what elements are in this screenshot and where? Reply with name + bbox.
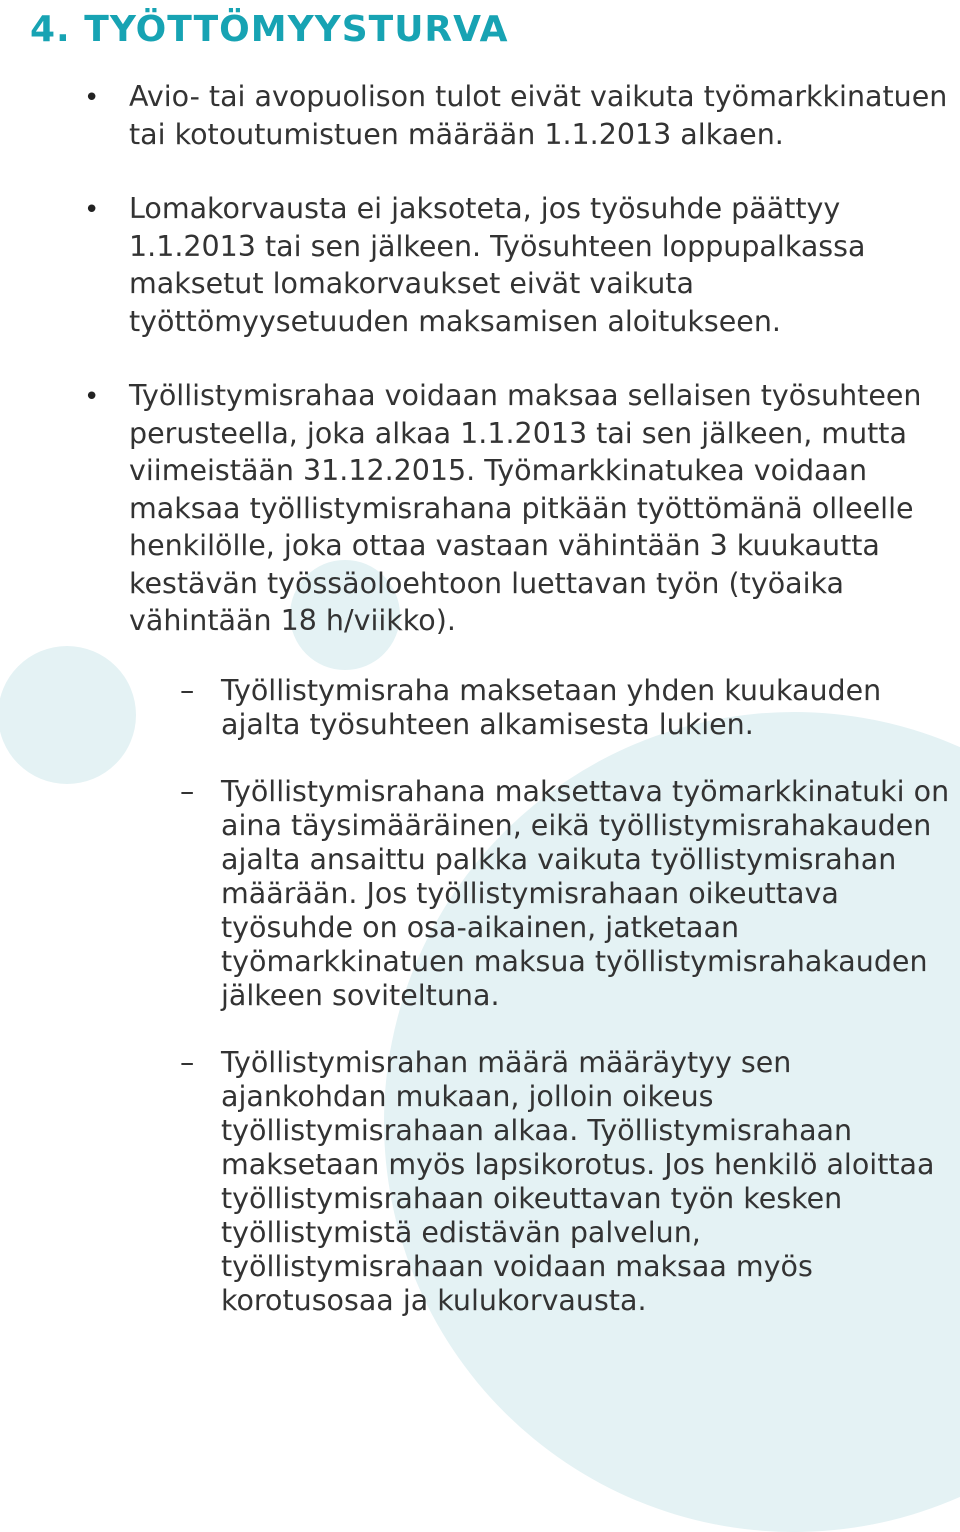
bullet-icon: •: [84, 195, 100, 225]
bullet-item: [80, 377, 950, 640]
sub-item: [180, 775, 950, 1013]
dash-icon: –: [180, 674, 195, 707]
sub-item-text: Työllistymisrahana maksettava työmarkkinatuki on aina täysimääräinen, eikä työllistymisrahakauden ajalta ansaittu palkka vaikuta työllistymisrahan määrään. Jos työllistymisrahaan oikeuttava työsuhde on osa-aikainen, jatketaan työmarkkinatuen maksua työllistymisrahakauden jälkeen soviteltuna.: [221, 775, 950, 1012]
sub-item-text: Työllistymisrahan määrä määräytyy sen ajankohdan mukaan, jolloin oikeus työllistymisrahaan alkaa. Työllistymisrahaan maksetaan myös lapsikorotus. Jos henkilö aloittaa työllistymisrahaan oikeuttavan työn kesken työllistymistä edistävän palvelun, työllistymisrahaan voidaan maksaa myös korotusosaa ja kulukorvausta.: [221, 1046, 935, 1317]
sub-item: [180, 674, 950, 742]
bullet-icon: •: [84, 83, 100, 113]
sub-item-text: Työllistymisraha maksetaan yhden kuukauden ajalta työsuhteen alkamisesta lukien.: [221, 674, 882, 741]
bullet-list: [80, 78, 950, 677]
sub-item-list: [180, 674, 950, 1351]
dash-icon: –: [180, 775, 195, 808]
bullet-text: Lomakorvausta ei jaksoteta, jos työsuhde päättyy 1.1.2013 tai sen jälkeen. Työsuhteen loppupalkassa maksetut lomakorvaukset eivät vaikuta työttömyysetuuden maksamisen aloitukseen.: [129, 192, 866, 338]
bullet-text: Työllistymisrahaa voidaan maksaa sellaisen työsuhteen perusteella, joka alkaa 1.1.2013 tai sen jälkeen, mutta viimeistään 31.12.2015. Työmarkkinatukea voidaan maksaa työllistymisrahana pitkään työttömänä olleelle henkilölle, joka ottaa vastaan vähintään 3 kuukautta kestävän työssäoloehtoon luettavan työn (työaika vähintään 18 h/viikko).: [129, 379, 922, 637]
dash-icon: –: [180, 1046, 195, 1079]
bullet-text: Avio- tai avopuolison tulot eivät vaikuta työmarkkinatuen tai kotoutumistuen määrään 1.1.2013 alkaen.: [129, 80, 948, 151]
bullet-item: [80, 78, 950, 153]
page-title: 4. TYÖTTÖMYYSTURVA: [30, 9, 509, 50]
bullet-icon: •: [84, 382, 100, 412]
sub-item: [180, 1046, 950, 1318]
bullet-item: [80, 190, 950, 340]
